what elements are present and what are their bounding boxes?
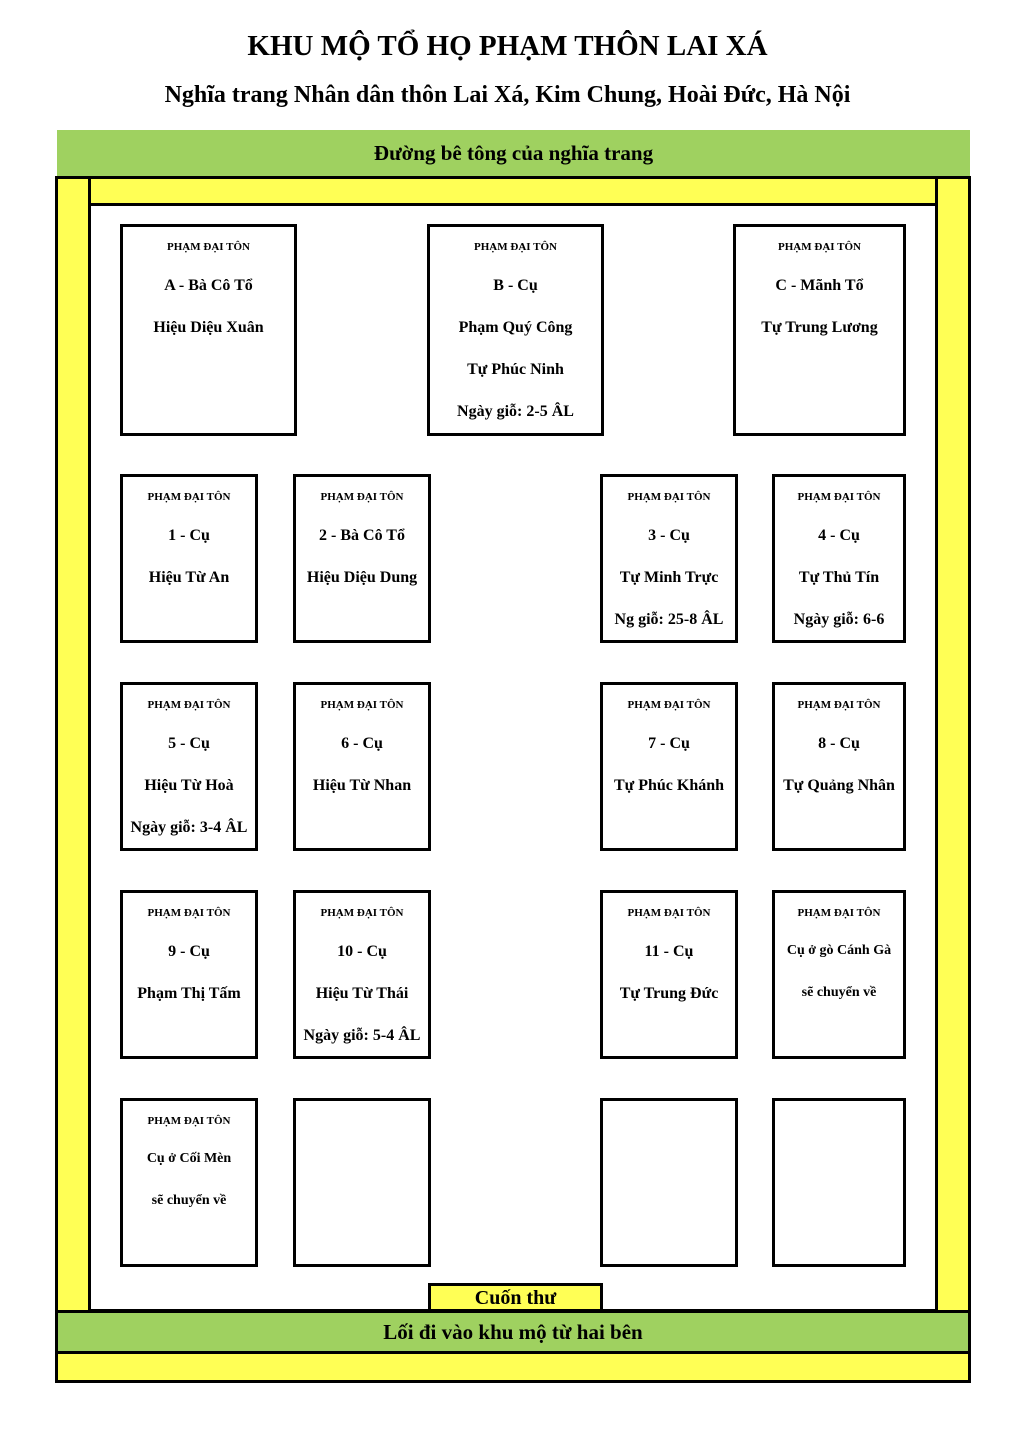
grave-line: 10 - Cụ	[337, 943, 387, 960]
grave-line: Tự Phúc Ninh	[467, 361, 564, 378]
grave-line: sẽ chuyển về	[151, 1193, 227, 1208]
grave-line: 8 - Cụ	[818, 735, 860, 752]
grave-line: sẽ chuyển về	[801, 985, 877, 1000]
grave-line: Cụ ở Cối Mèn	[146, 1151, 232, 1166]
grave-line: 4 - Cụ	[818, 527, 860, 544]
empty-plot[interactable]	[293, 1098, 431, 1267]
grave-B[interactable]	[427, 224, 604, 436]
grave-header: PHẠM ĐẠI TÔN	[474, 241, 557, 253]
grave-line: A - Bà Cô Tổ	[164, 277, 253, 294]
right-border-strip	[935, 176, 971, 1313]
grave-header: PHẠM ĐẠI TÔN	[167, 241, 250, 253]
grave-3[interactable]	[600, 474, 738, 643]
grave-5[interactable]	[120, 682, 258, 851]
grave-header: PHẠM ĐẠI TÔN	[778, 241, 861, 253]
grave-header: PHẠM ĐẠI TÔN	[627, 699, 711, 711]
grave-12[interactable]	[772, 890, 906, 1059]
grave-line: 2 - Bà Cô Tổ	[319, 527, 405, 544]
grave-line: 7 - Cụ	[648, 735, 690, 752]
grave-death-anniversary: Ngày giỗ: 2-5 ÂL	[457, 403, 574, 420]
grave-line: 3 - Cụ	[648, 527, 690, 544]
grave-death-anniversary: Ngày giỗ: 6-6	[793, 611, 885, 628]
grave-death-anniversary: Ng giỗ: 25-8 ÂL	[614, 611, 724, 628]
grave-8[interactable]	[772, 682, 906, 851]
grave-header: PHẠM ĐẠI TÔN	[320, 699, 404, 711]
grave-header: PHẠM ĐẠI TÔN	[147, 699, 231, 711]
grave-header: PHẠM ĐẠI TÔN	[797, 491, 881, 503]
grave-line: C - Mãnh Tổ	[775, 277, 864, 294]
grave-line: 1 - Cụ	[168, 527, 210, 544]
grave-10[interactable]	[293, 890, 431, 1059]
grave-line: Tự Minh Trực	[619, 569, 719, 586]
grave-line: Hiệu Diệu Dung	[306, 569, 418, 586]
grave-line: Hiệu Từ Thái	[315, 985, 409, 1002]
empty-plot[interactable]	[772, 1098, 906, 1267]
grave-line: Phạm Thị Tấm	[137, 985, 241, 1002]
grave-9[interactable]	[120, 890, 258, 1059]
grave-header: PHẠM ĐẠI TÔN	[797, 699, 881, 711]
grave-A[interactable]	[120, 224, 297, 436]
grave-C[interactable]	[733, 224, 906, 436]
grave-1[interactable]	[120, 474, 258, 643]
grave-header: PHẠM ĐẠI TÔN	[797, 907, 881, 919]
grave-7[interactable]	[600, 682, 738, 851]
grave-13[interactable]	[120, 1098, 258, 1267]
grave-header: PHẠM ĐẠI TÔN	[147, 907, 231, 919]
top-border-strip	[55, 176, 971, 206]
bottom-border-strip	[55, 1351, 971, 1383]
grave-header: PHẠM ĐẠI TÔN	[320, 491, 404, 503]
grave-line: Hiệu Từ Nhan	[312, 777, 412, 794]
grave-6[interactable]	[293, 682, 431, 851]
grave-line: Tự Trung Lương	[761, 319, 878, 336]
grave-header: PHẠM ĐẠI TÔN	[627, 907, 711, 919]
grave-line: Hiệu Diệu Xuân	[153, 319, 264, 336]
grave-line: Tự Thủ Tín	[798, 569, 880, 586]
grave-header: PHẠM ĐẠI TÔN	[147, 1115, 231, 1127]
bottom-entrance-path: Lối đi vào khu mộ từ hai bên	[55, 1310, 971, 1354]
cuon-thu-wall: Cuốn thư	[428, 1283, 603, 1312]
top-concrete-road: Đường bê tông của nghĩa trang	[57, 130, 970, 177]
grave-header: PHẠM ĐẠI TÔN	[147, 491, 231, 503]
grave-11[interactable]	[600, 890, 738, 1059]
grave-line: Tự Trung Đức	[619, 985, 719, 1002]
grave-death-anniversary: Ngày giỗ: 3-4 ÂL	[130, 819, 248, 836]
grave-line: Hiệu Từ An	[148, 569, 230, 586]
grave-4[interactable]	[772, 474, 906, 643]
grave-line: Phạm Quý Công	[458, 319, 573, 336]
grave-line: B - Cụ	[493, 277, 538, 294]
grave-line: 9 - Cụ	[168, 943, 210, 960]
page-title: KHU MỘ TỔ HỌ PHẠM THÔN LAI XÁ	[247, 30, 768, 62]
grave-line: 11 - Cụ	[644, 943, 694, 960]
grave-line: Tự Phúc Khánh	[613, 777, 725, 794]
grave-line: Cụ ở gò Cánh Gà	[786, 943, 892, 958]
page-subtitle: Nghĩa trang Nhân dân thôn Lai Xá, Kim Chung, Hoài Đức, Hà Nội	[164, 82, 851, 108]
grave-line: Hiệu Từ Hoà	[144, 777, 234, 794]
empty-plot[interactable]	[600, 1098, 738, 1267]
grave-header: PHẠM ĐẠI TÔN	[320, 907, 404, 919]
grave-line: 6 - Cụ	[341, 735, 383, 752]
grave-2[interactable]	[293, 474, 431, 643]
grave-header: PHẠM ĐẠI TÔN	[627, 491, 711, 503]
grave-line: Tự Quảng Nhân	[783, 777, 895, 794]
grave-line: 5 - Cụ	[168, 735, 210, 752]
grave-death-anniversary: Ngày giỗ: 5-4 ÂL	[303, 1027, 421, 1044]
left-border-strip	[55, 176, 91, 1313]
